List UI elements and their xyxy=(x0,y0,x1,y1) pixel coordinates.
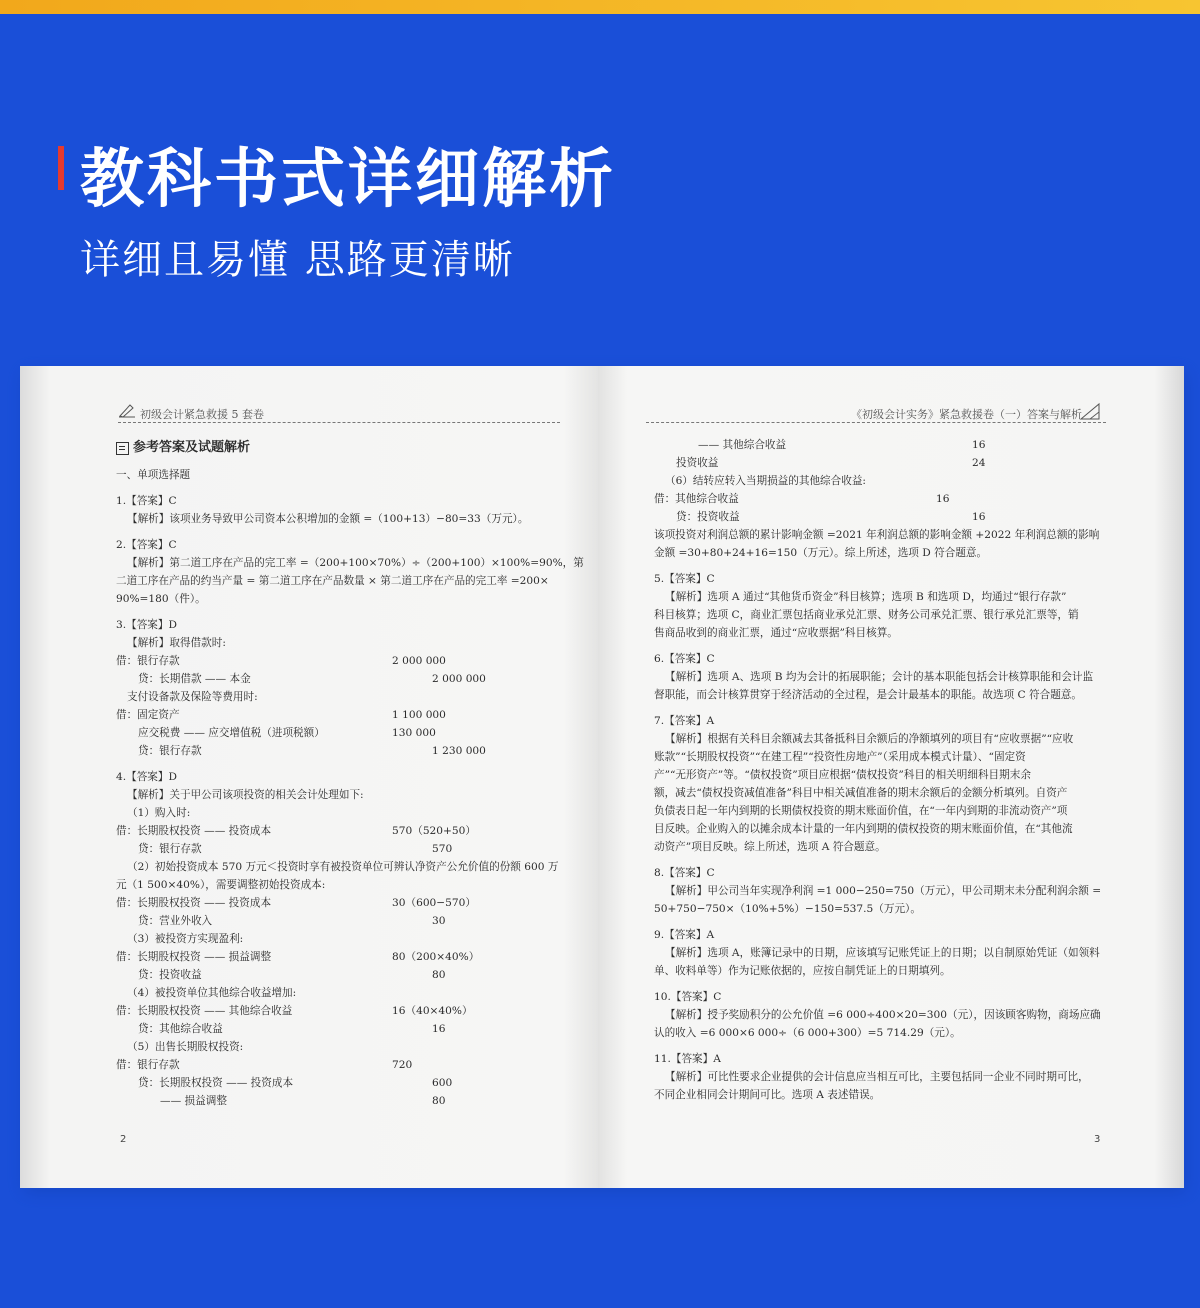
debit-amount: 1 100 000 xyxy=(392,709,446,721)
text-line xyxy=(116,590,576,608)
text-line xyxy=(654,944,1124,962)
right-page-content xyxy=(654,436,1124,1104)
line-text: 1.【答案】C xyxy=(116,495,177,507)
right-running-head: 《初级会计实务》紧急救援卷（一）答案与解析 xyxy=(851,408,1082,421)
line-text: 应交税费 —— 应交增值税（进项税额） xyxy=(138,727,325,739)
line-text: 借：银行存款 xyxy=(116,1059,180,1071)
text-line xyxy=(654,730,1124,748)
headline: 教科书式详细解析 xyxy=(80,143,616,217)
line-text: 2.【答案】C xyxy=(116,539,177,551)
text-line xyxy=(654,1006,1124,1024)
line-text: —— 损益调整 xyxy=(160,1095,227,1107)
text-line xyxy=(116,930,576,948)
line-text: 【解析】选项 A、选项 B 均为会计的拓展职能；会计的基本职能包括会计核算职能和会计监 xyxy=(665,671,1094,683)
text-line xyxy=(654,454,1124,472)
line-text: 11.【答案】A xyxy=(654,1053,721,1065)
line-text: 二道工序在产品的约当产量 = 第二道工序在产品数量 × 第二道工序在产品的完工率 =200× xyxy=(116,575,549,587)
line-text: —— 其他综合收益 xyxy=(698,439,787,451)
line-text: 【解析】根据有关科目余额减去其备抵科目余额后的净额填列的项目有“应收票据”“应收 xyxy=(665,733,1074,745)
text-line xyxy=(654,668,1124,686)
book-right-page xyxy=(598,366,1184,1188)
line-text: 单、收料单等）作为记账依据的，应按自制凭证上的日期填列。 xyxy=(654,965,951,977)
text-line xyxy=(116,1074,576,1092)
text-line xyxy=(654,820,1124,838)
line-text: 【解析】甲公司当年实现净利润 =1 000−250=750（万元），甲公司期末未分配利润余额 = xyxy=(665,885,1102,897)
line-text: 7.【答案】A xyxy=(654,715,715,727)
debit-amount: 16（40×40%） xyxy=(392,1005,473,1017)
text-line xyxy=(116,652,576,670)
set-square-icon xyxy=(1080,402,1100,420)
text-line xyxy=(116,822,576,840)
text-line xyxy=(654,624,1124,642)
text-line xyxy=(116,634,576,652)
text-line xyxy=(116,1038,576,1056)
debit-amount: 570（520+50） xyxy=(392,825,476,837)
line-text: 9.【答案】A xyxy=(654,929,715,941)
debit-amount: 720 xyxy=(392,1059,413,1071)
line-text: 【解析】该项业务导致甲公司资本公积增加的金额 =（100+13）−80=33（万元）。 xyxy=(127,513,529,525)
debit-amount: 16 xyxy=(936,493,950,505)
left-running-head: 初级会计紧急救援 5 套卷 xyxy=(140,408,264,421)
credit-amount: 16 xyxy=(972,511,986,523)
text-line xyxy=(654,472,1124,490)
line-text: 贷：投资收益 xyxy=(676,511,740,523)
text-line xyxy=(116,724,576,742)
line-text: 账款”“长期股权投资”“在建工程”“投资性房地产”（采用成本模式计量）、“固定资 xyxy=(654,751,1026,763)
line-text: 额，减去“债权投资减值准备”科目中相关减值准备的期末余额后的金额分析填列。自资产 xyxy=(654,787,1068,799)
text-line xyxy=(654,588,1124,606)
line-text: 借：长期股权投资 —— 损益调整 xyxy=(116,951,272,963)
book-left-page xyxy=(20,366,598,1188)
text-line xyxy=(654,1086,1124,1104)
line-spacer xyxy=(116,528,576,536)
line-spacer xyxy=(654,704,1124,712)
text-line xyxy=(654,526,1124,544)
text-line xyxy=(654,926,1124,944)
headline-accent-bar xyxy=(58,146,64,190)
debit-amount: 30（600−570） xyxy=(392,897,476,909)
line-text: 借：长期股权投资 —— 其他综合收益 xyxy=(116,1005,293,1017)
line-text: 贷：营业外收入 xyxy=(138,915,213,927)
text-line xyxy=(654,570,1124,588)
text-line xyxy=(654,650,1124,668)
text-line xyxy=(116,948,576,966)
line-text: 贷：其他综合收益 xyxy=(138,1023,223,1035)
line-spacer xyxy=(654,1042,1124,1050)
credit-amount: 600 xyxy=(432,1077,453,1089)
line-text: 科目核算；选项 C，商业汇票包括商业承兑汇票、财务公司承兑汇票、银行承兑汇票等，销 xyxy=(654,609,1079,621)
text-line xyxy=(116,966,576,984)
line-text: 【解析】选项 A，账簿记录中的日期，应该填写记账凭证上的日期；以自制原始凭证（如领料 xyxy=(665,947,1100,959)
text-line xyxy=(116,1092,576,1110)
text-line xyxy=(654,508,1124,526)
line-text: 支付设备款及保险等费用时: xyxy=(127,691,258,703)
text-line xyxy=(654,712,1124,730)
text-line xyxy=(116,510,576,528)
line-text: 【解析】关于甲公司该项投资的相关会计处理如下: xyxy=(127,789,364,801)
line-text: （1）购入时: xyxy=(127,807,191,819)
text-line xyxy=(654,686,1124,704)
text-line xyxy=(654,1050,1124,1068)
line-text: 督职能，而会计核算贯穿于经济活动的全过程，是会计最基本的职能。故选项 C 符合题意。 xyxy=(654,689,1082,701)
line-text: 4.【答案】D xyxy=(116,771,177,783)
text-line xyxy=(654,1024,1124,1042)
line-text: 借：长期股权投资 —— 投资成本 xyxy=(116,825,272,837)
line-text: 【解析】选项 A 通过“其他货币资金”科目核算；选项 B 和选项 D，均通过“银行存款” xyxy=(665,591,1067,603)
right-header-divider xyxy=(646,422,1106,423)
line-text: 借：银行存款 xyxy=(116,655,180,667)
credit-amount: 16 xyxy=(432,1023,446,1035)
line-text: 【解析】授予奖励积分的公允价值 =6 000÷400×20=300（元），因该顾客购物，商场应确 xyxy=(665,1009,1101,1021)
line-text: 元（1 500×40%），需要调整初始投资成本: xyxy=(116,879,326,891)
text-line xyxy=(116,894,576,912)
credit-amount: 30 xyxy=(432,915,446,927)
line-text: 【解析】可比性要求企业提供的会计信息应当相互可比，主要包括同一企业不同时期可比， xyxy=(665,1071,1089,1083)
text-line xyxy=(116,742,576,760)
text-line xyxy=(654,766,1124,784)
line-text: （6）结转应转入当期损益的其他综合收益: xyxy=(665,475,866,487)
left-page-number: 2 xyxy=(120,1134,127,1145)
text-line xyxy=(116,786,576,804)
text-line xyxy=(654,802,1124,820)
text-line xyxy=(116,804,576,822)
line-text: （3）被投资方实现盈利: xyxy=(127,933,244,945)
text-line xyxy=(116,466,576,484)
line-spacer xyxy=(654,918,1124,926)
debit-amount: 2 000 000 xyxy=(392,655,446,667)
text-line xyxy=(654,838,1124,856)
line-text: 8.【答案】C xyxy=(654,867,715,879)
line-spacer xyxy=(654,562,1124,570)
line-spacer xyxy=(116,760,576,768)
top-accent-strip xyxy=(0,0,1200,14)
line-spacer xyxy=(116,608,576,616)
text-line xyxy=(116,554,584,572)
line-text: 该项投资对利润总额的累计影响金额 =2021 年利润总额的影响金额 +2022 年利润总额的影响 xyxy=(654,529,1100,541)
text-line xyxy=(116,858,576,876)
text-line xyxy=(116,876,576,894)
text-line xyxy=(116,492,576,510)
text-line xyxy=(116,616,576,634)
text-line xyxy=(116,840,576,858)
line-text: 产”“无形资产”等。“债权投资”项目应根据“债权投资”科目的相关明细科目期末余 xyxy=(654,769,1031,781)
text-line xyxy=(116,572,576,590)
line-text: 贷：银行存款 xyxy=(138,843,202,855)
line-text: 认的收入 =6 000×6 000÷（6 000+300）=5 714.29（元）。 xyxy=(654,1027,961,1039)
text-line xyxy=(116,670,576,688)
line-text: 目反映。企业购入的以摊余成本计量的一年内到期的债权投资的期末账面价值，在“其他流 xyxy=(654,823,1073,835)
line-text: 【解析】取得借款时: xyxy=(127,637,226,649)
text-line xyxy=(654,1068,1124,1086)
line-spacer xyxy=(654,642,1124,650)
text-line xyxy=(116,1056,576,1074)
text-line xyxy=(654,900,1124,918)
line-spacer xyxy=(116,484,576,492)
credit-amount: 570 xyxy=(432,843,453,855)
right-page-number: 3 xyxy=(1094,1134,1101,1145)
credit-amount: 24 xyxy=(972,457,986,469)
credit-amount: 16 xyxy=(972,439,986,451)
text-line xyxy=(116,984,576,1002)
text-line xyxy=(654,544,1124,562)
line-text: 6.【答案】C xyxy=(654,653,715,665)
line-text: 3.【答案】D xyxy=(116,619,177,631)
line-text: 5.【答案】C xyxy=(654,573,715,585)
left-page-content xyxy=(116,438,584,1110)
text-line xyxy=(116,536,576,554)
line-text: 投资收益 xyxy=(676,457,719,469)
text-line xyxy=(116,1002,576,1020)
line-text: 一、单项选择题 xyxy=(116,469,191,481)
line-text: 50+750−750×（10%+5%）−150=537.5（万元）。 xyxy=(654,903,921,915)
text-line xyxy=(654,490,1124,508)
line-text: 90%=180（件）。 xyxy=(116,593,206,605)
line-text: 借：其他综合收益 xyxy=(654,493,739,505)
line-text: 贷：银行存款 xyxy=(138,745,202,757)
text-line xyxy=(116,768,576,786)
text-line xyxy=(654,882,1124,900)
pen-icon xyxy=(118,402,136,418)
line-text: 贷：投资收益 xyxy=(138,969,202,981)
line-spacer xyxy=(654,856,1124,864)
debit-amount: 80（200×40%） xyxy=(392,951,480,963)
line-text: 借：固定资产 xyxy=(116,709,180,721)
section-heading xyxy=(116,438,576,458)
line-text: 借：长期股权投资 —— 投资成本 xyxy=(116,897,272,909)
credit-amount: 80 xyxy=(432,969,446,981)
text-line xyxy=(116,706,576,724)
line-text: 负债表日起一年内到期的长期债权投资的期末账面价值，在“一年内到期的非流动资产”项 xyxy=(654,805,1068,817)
text-line xyxy=(654,784,1124,802)
credit-amount: 2 000 000 xyxy=(432,673,486,685)
line-text: （4）被投资单位其他综合收益增加: xyxy=(127,987,297,999)
line-text: 贷：长期借款 —— 本金 xyxy=(138,673,251,685)
text-line xyxy=(116,1020,576,1038)
section-title: 参考答案及试题解析 xyxy=(133,440,251,455)
line-text: 【解析】第二道工序在产品的完工率 =（200+100×70%）÷（200+100）×100%=90%，第 xyxy=(127,557,584,569)
credit-amount: 80 xyxy=(432,1095,446,1107)
left-header-divider xyxy=(118,422,560,423)
document-icon xyxy=(116,442,129,455)
text-line xyxy=(654,606,1124,624)
line-text: 售商品收到的商业汇票，通过“应收票据”科目核算。 xyxy=(654,627,898,639)
text-line xyxy=(654,436,1124,454)
line-text: （5）出售长期股权投资: xyxy=(127,1041,244,1053)
line-spacer xyxy=(654,980,1124,988)
line-text: 动资产”项目反映。综上所述，选项 A 符合题意。 xyxy=(654,841,886,853)
text-line xyxy=(654,748,1124,766)
text-line xyxy=(116,688,576,706)
line-text: （2）初始投资成本 570 万元＜投资时享有被投资单位可辨认净资产公允价值的份额 600 万 xyxy=(127,861,559,873)
subheadline: 详细且易懂 思路更清晰 xyxy=(80,237,515,283)
text-line xyxy=(116,912,576,930)
credit-amount: 1 230 000 xyxy=(432,745,486,757)
text-line xyxy=(654,962,1124,980)
debit-amount: 130 000 xyxy=(392,727,436,739)
line-text: 贷：长期股权投资 —— 投资成本 xyxy=(138,1077,294,1089)
text-line xyxy=(654,864,1124,882)
line-text: 10.【答案】C xyxy=(654,991,722,1003)
line-text: 不同企业相同会计期间可比。选项 A 表述错误。 xyxy=(654,1089,881,1101)
line-text: 金额 =30+80+24+16=150（万元）。综上所述，选项 D 符合题意。 xyxy=(654,547,988,559)
text-line xyxy=(654,988,1124,1006)
